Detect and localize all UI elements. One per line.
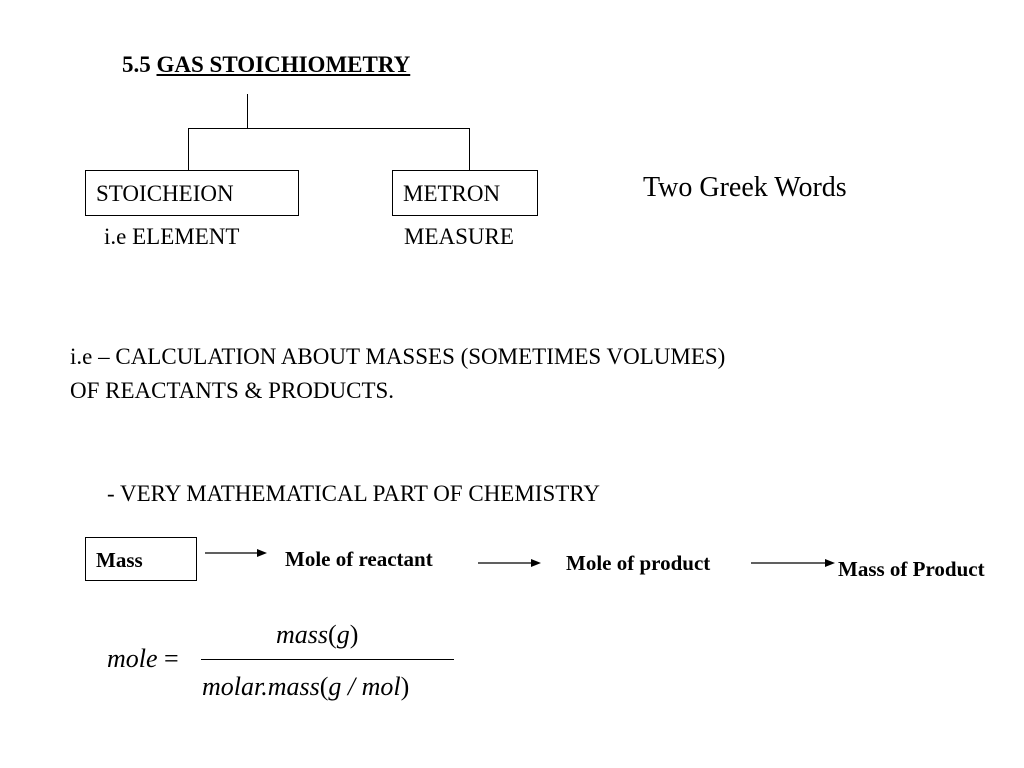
denominator-close-paren: ) xyxy=(400,672,410,701)
element-meaning: i.e ELEMENT xyxy=(104,224,240,249)
metron-word: METRON xyxy=(403,181,501,206)
metron-box xyxy=(392,170,538,216)
flow-step-mass: Mass xyxy=(96,548,143,572)
arrow-1-icon xyxy=(205,546,267,560)
arrow-2-icon xyxy=(478,556,541,570)
mass-box xyxy=(85,537,197,581)
definition-line-1: i.e – CALCULATION ABOUT MASSES (SOMETIMES VOLUMES) xyxy=(70,344,726,369)
formula-equals: = xyxy=(164,644,179,673)
numerator-open-paren: ( xyxy=(328,620,337,649)
tree-stem xyxy=(247,94,248,129)
stoicheion-box xyxy=(85,170,299,216)
formula-denominator xyxy=(202,672,409,702)
flow-step-mass-product: Mass of Product xyxy=(838,557,985,581)
denominator-word: molar.mass xyxy=(202,672,320,701)
denominator-open-paren: ( xyxy=(319,672,329,701)
title-text: GAS STOICHIOMETRY xyxy=(156,52,411,77)
formula-numerator xyxy=(276,620,358,650)
tree-crossbar xyxy=(188,128,470,129)
measure-meaning: MEASURE xyxy=(404,224,514,249)
stoicheion-word: STOICHEION xyxy=(96,181,234,206)
arrow-3-icon xyxy=(751,556,835,570)
denominator-unit: g / mol xyxy=(328,672,401,701)
flow-step-mole-product: Mole of product xyxy=(566,551,711,575)
flow-step-mole-reactant: Mole of reactant xyxy=(285,547,433,571)
formula-mole: mole xyxy=(107,644,158,673)
greek-words-note: Two Greek Words xyxy=(643,172,847,203)
formula-lhs xyxy=(107,644,179,674)
definition-line-2: OF REACTANTS & PRODUCTS. xyxy=(70,378,395,403)
title-number: 5.5 xyxy=(122,52,151,77)
page-title xyxy=(122,52,410,78)
numerator-unit: g xyxy=(336,620,350,649)
tree-left-drop xyxy=(188,128,189,171)
numerator-word: mass xyxy=(276,620,329,649)
math-bullet: - VERY MATHEMATICAL PART OF CHEMISTRY xyxy=(107,481,600,506)
numerator-close-paren: ) xyxy=(349,620,359,649)
tree-right-drop xyxy=(469,128,470,171)
fraction-bar xyxy=(201,659,454,660)
